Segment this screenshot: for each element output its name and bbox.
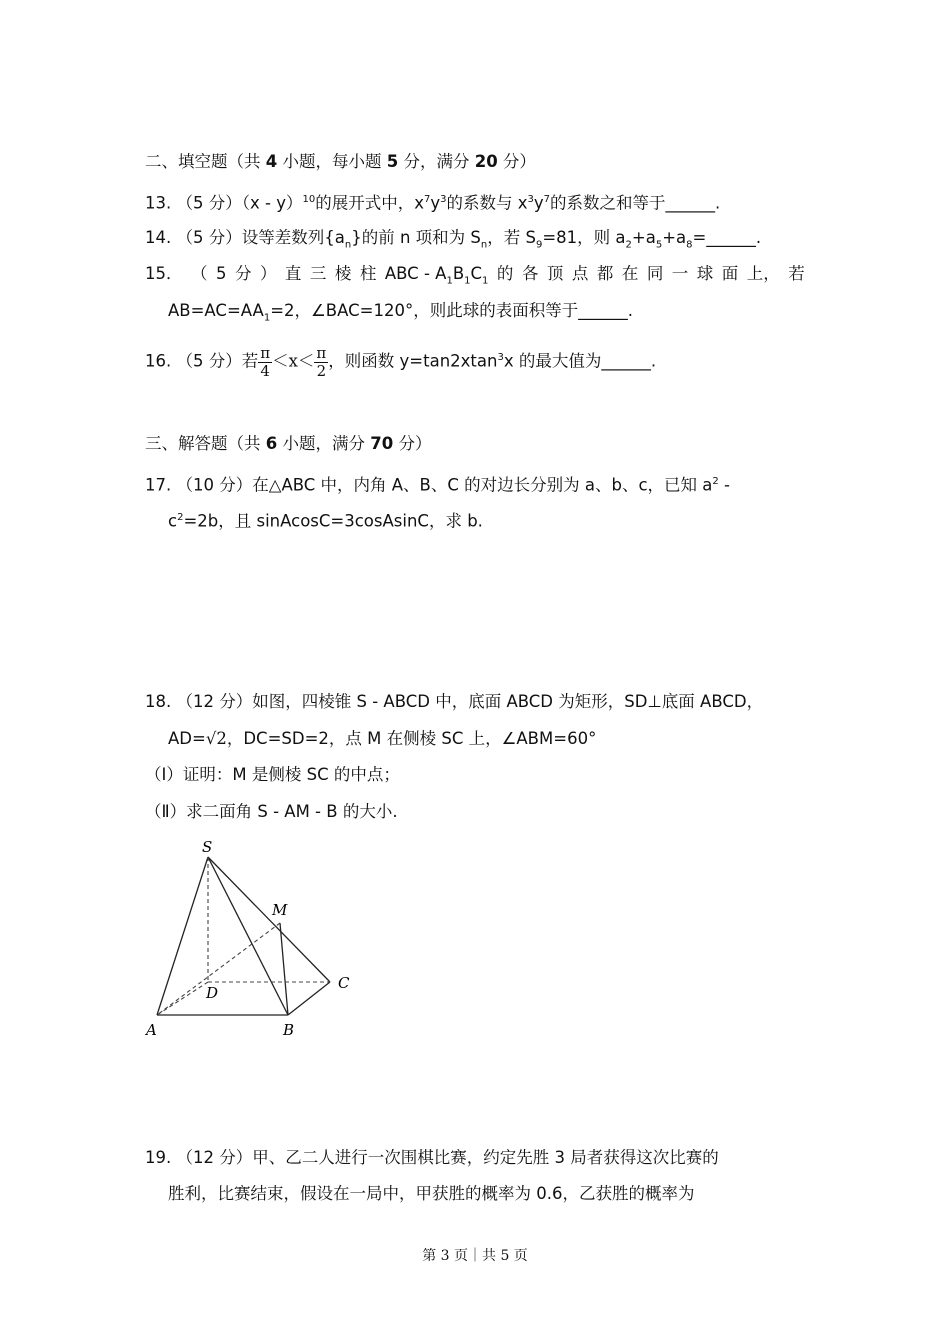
question-19-line1: 19. （12 分）甲、乙二人进行一次围棋比赛，约定先胜 3 局者获得这次比赛的 — [145, 1148, 719, 1167]
page-footer: 第 3 页｜共 5 页 — [422, 1248, 528, 1264]
question-18-part2: （Ⅱ）求二面角 S - AM - B 的大小. — [145, 802, 398, 821]
section-2-heading: 二、填空题（共 4 小题，每小题 5 分，满分 20 分） — [145, 152, 536, 171]
question-18-part1: （Ⅰ）证明：M 是侧棱 SC 的中点； — [145, 765, 400, 784]
question-18-line2: AD=√2，DC=SD=2，点 M 在侧棱 SC 上，∠ABM=60° — [168, 729, 597, 748]
question-15-line1: 15． （ 5 分 ） 直 三 棱 柱 ABC - $A_1B_1C_1$ 的 各 顶 点 都 在 同 一 球 面 上， 若 — [145, 264, 805, 287]
label-a: A — [146, 1021, 157, 1039]
question-14: 14. （5 分）设等差数列$\{a_n\}$的前 n 项和为 $S_n$，若 $S_9=81$，则 $a_2+a_5+a_8=\_\_\_\_\_\_$. — [145, 228, 762, 251]
question-15-line2: $AB=AC=AA_1=2$，∠BAC=120°，则此球的表面积等于______. — [168, 301, 633, 324]
question-19-line2: 胜利，比赛结束，假设在一局中，甲获胜的概率为 0.6，乙获胜的概率为 — [168, 1184, 695, 1203]
label-s: S — [202, 838, 213, 856]
question-18-line1: 18. （12 分）如图，四棱锥 S - ABCD 中，底面 ABCD 为矩形，SD⊥底面 ABCD， — [145, 692, 764, 711]
label-m: M — [272, 901, 288, 919]
label-d: D — [206, 984, 219, 1002]
section-3-heading: 三、解答题（共 6 小题，满分 70 分） — [145, 434, 432, 453]
question-17-line2: $c^2=2b$，且 sinAcosC=3cosAsinC，求 b. — [168, 511, 483, 531]
fraction-pi-4: $\frac{\pi}{4}$ — [260, 343, 271, 380]
fraction-pi-2: $\frac{\pi}{2}$ — [316, 343, 327, 380]
label-c: C — [338, 974, 350, 992]
question-13: 13. （5 分）（x - y）$^{10}$的展开式中，$x^7y^3$的系数与 $x^3y^7$的系数之和等于______. — [145, 193, 721, 213]
question-17-line1: 17. （10 分）在△ABC 中，内角 A、B、C 的对边长分别为 a、b、c，已知 $a^2$ - — [145, 475, 730, 495]
label-b: B — [283, 1021, 295, 1039]
question-16: 16. （5 分）若 $\frac{\pi}{4}$ ＜x＜ $\frac{\pi}{2}$ ，则函数 y=tan2xtan$^3$x 的最大值为______. — [145, 343, 657, 380]
